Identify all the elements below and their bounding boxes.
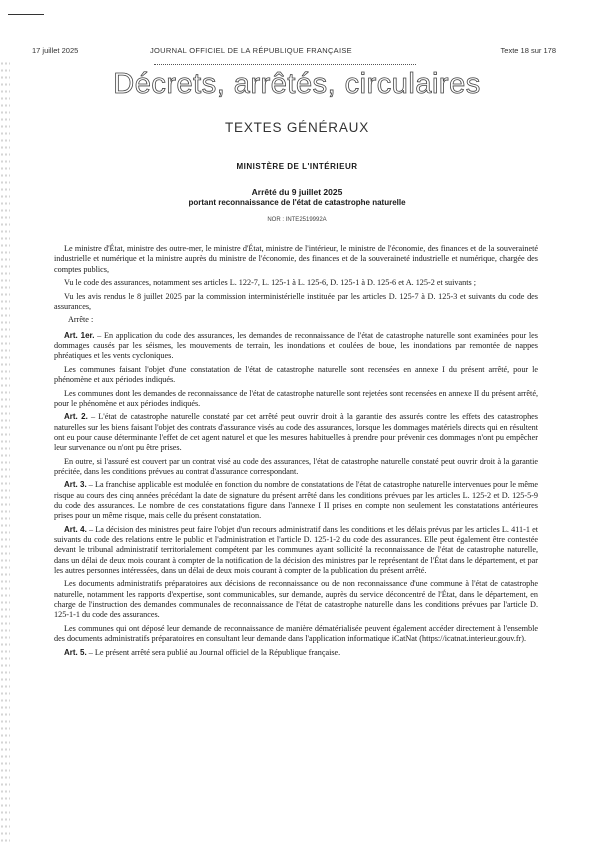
article-3-text: – La franchise applicable est modulée en fonction du nombre de constatations de l'état de catastrophe naturelle intervenues pour le même risque au cours des cinq années précédant la date de signature du présent arrêté dans les conditions prévues par les articles L. 125-2 et D. 125-5-9 du code des assurances. Le nombre de ces constatations figure dans l'annexe I II prises en compte non seulement les constatations antérieures prises pour un même risque, mais celle du présent constatation.	[54, 480, 539, 521]
article-2-paragraph	[54, 412, 538, 453]
article-3-label: Art. 3.	[64, 480, 87, 490]
section-heading: TEXTES GÉNÉRAUX	[224, 120, 370, 135]
header-text-number: Texte 18 sur 178	[500, 46, 556, 55]
corner-crop-mark	[8, 14, 44, 15]
act-title: Arrêté du 9 juillet 2025	[251, 187, 343, 197]
act-body	[54, 244, 538, 661]
page-header	[32, 40, 556, 55]
article-1-text: – En application du code des assurances, les demandes de reconnaissance de l'état de catastrophe naturelle sont examinées pour les dommages causés par les séismes, les mouvements de terrain, les inondations et coulées de boue, les inondations par remontée de nappes phréatiques et les vents cycloniques.	[54, 330, 538, 361]
article-5-paragraph	[54, 648, 538, 658]
article-1-paragraph-2: Les communes faisant l'objet d'une constatation de l'état de catastrophe naturelle sont recensées en annexe I du présent arrêté, pour le phénomène et aux périodes indiqués.	[54, 364, 538, 385]
scan-edge-noise	[0, 60, 10, 842]
header-dotted-rule	[154, 64, 416, 65]
article-1-paragraph-3: Les communes dont les demandes de reconnaissance de l'état de catastrophe naturelle sont rejetées sont recensées en annexe II du présent arrêté, pour le phénomène et aux périodes indiqués.	[54, 388, 538, 408]
journal-page	[32, 40, 556, 55]
article-5-label: Art. 5.	[64, 647, 87, 657]
article-2-label: Art. 2.	[64, 412, 88, 422]
ministry-heading: MINISTÈRE DE L'INTÉRIEUR	[236, 162, 358, 171]
main-title: Décrets, arrêtés, circulaires	[113, 68, 481, 100]
header-date: 17 juillet 2025	[32, 46, 79, 55]
article-4-text: – La décision des ministres peut faire l'objet d'un recours administratif dans les conditions et les délais prévus par les articles L. 411-1 et suivants du code des relations entre le public et l'administration et l'article D. 125-1-2 du code des assurances. Elle peut également être contestée devant le tribunal administratif territorialement compétent par les communes ayant sollicité la reconnaissance de l'état de catastrophe naturelle, dans un délai de deux mois courant à compter de la notification de la décision des ministres par le représentant de l'État dans le département, et par les autres personnes intéressées, dans un délai de deux mois courant à compter de la publication du présent arrêté.	[54, 524, 539, 575]
article-4-paragraph-2: Les documents administratifs préparatoires aux décisions de reconnaissance ou de non reconnaissance d'une commune à l'état de catastrophe naturelle, notamment les rapports d'expertise, sont communicables, sur demande, auprès du service déconcentré de l'État, dans le département, en charge de l'instruction des demandes communales de reconnaissance de l'état de catastrophe naturelle dans les conditions prévues par l'article D. 125-1-1 du code des assurances.	[54, 579, 538, 620]
article-5-text: – Le présent arrêté sera publié au Journal officiel de la République française.	[88, 647, 341, 657]
article-2-text: – L'état de catastrophe naturelle constaté par cet arrêté peut ouvrir droit à la garantie des assurés contre les effets des catastrophes naturelles sur les biens faisant l'objet des contrats d'assurance visés au code des assurances, lorsque les dommages matériels directs qui en résultent ont eu pour cause déterminante l'effet de cet agent naturel et que les mesures habituelles à prendre pour prévenir ces dommages n'ont pu empêcher leur survenance ou n'ont pu être prises.	[54, 412, 538, 453]
article-4-label: Art. 4.	[64, 524, 87, 534]
preamble-visa-code: Vu le code des assurances, notamment ses articles L. 122-7, L. 125-1 à L. 125-6, D. 125-1 à D. 125-6 et A. 125-2 et suivants ;	[64, 278, 476, 288]
preamble-visa-avis: Vu les avis rendus le 8 juillet 2025 par la commission interministérielle instituée par les articles D. 125-7 à D. 125-3 et suivants du code des assurances,	[54, 291, 538, 311]
article-1-paragraph	[54, 331, 538, 362]
article-4-paragraph	[54, 525, 538, 576]
article-1-label: Art. 1er.	[64, 330, 95, 340]
article-4-paragraph-3: Les communes qui ont déposé leur demande de reconnaissance de manière dématérialisée peuvent également accéder directement à l'ensemble des documents administratifs préparatoires en consultant leur demande dans l'application informatique iCatNat (https://icatnat.interieur.gouv.fr).	[54, 623, 538, 644]
article-2-paragraph-2: En outre, si l'assuré est couvert par un contrat visé au code des assurances, l'état de catastrophe naturelle constaté peut ouvrir droit à la garantie précitée, dans les conditions prévues au contrat d'assurance correspondant.	[54, 456, 538, 476]
arrete-label: Arrête :	[68, 315, 94, 325]
header-journal-name: JOURNAL OFFICIEL DE LA RÉPUBLIQUE FRANÇAISE	[150, 46, 352, 55]
preamble-ministers: Le ministre d'État, ministre des outre-mer, le ministre d'État, ministre de l'intérieur, le ministre de l'économie, des finances et de la souveraineté industrielle et numérique et la ministre auprès du ministre de l'économie, des finances et de la souveraineté industrielle et numérique, chargée des comptes publics,	[54, 244, 538, 274]
nor-reference: NOR : INTE2519992A	[267, 217, 327, 223]
article-3-paragraph	[54, 480, 538, 521]
act-subtitle: portant reconnaissance de l'état de catastrophe naturelle	[188, 198, 406, 207]
